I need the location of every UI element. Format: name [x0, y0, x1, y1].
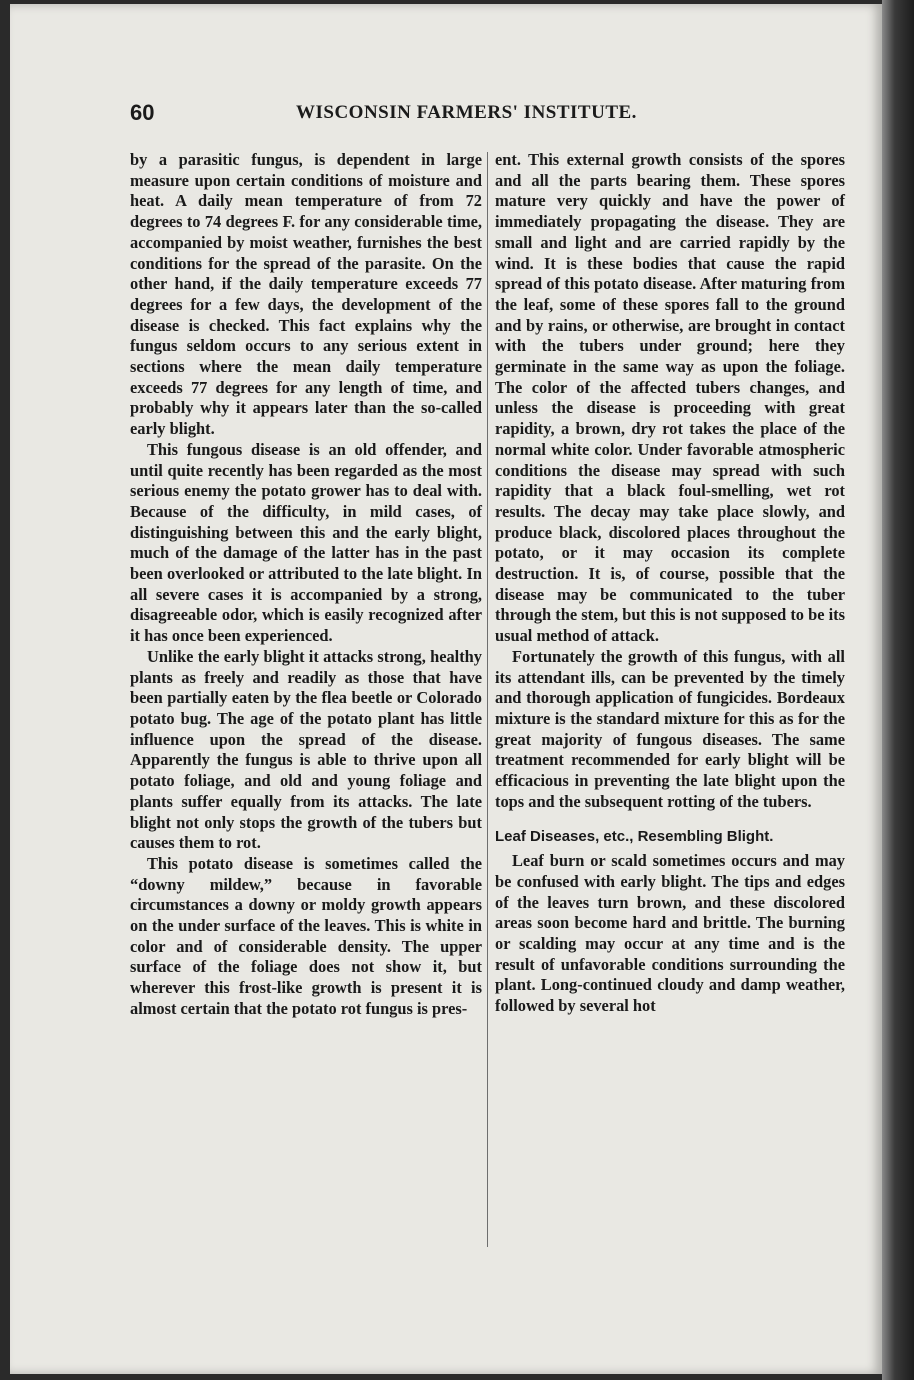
- left-paragraph-2: This fungous disease is an old offender, and until quite recently has been regarded as the most serious enemy the potato grower has to deal with. Because of the difficulty, in mild cases, of distinguishing between this and the early blight, much of the damage of the latter has in the past been overlooked or attributed to the late blight. In all severe cases it is accompanied by a strong, disagreeable odor, which is easily recognized after it has once been experienced.: [130, 439, 482, 646]
- page-number: 60: [130, 100, 155, 125]
- column-divider: [487, 152, 488, 1247]
- section-heading: Leaf Diseases, etc., Resembling Blight.: [495, 827, 774, 845]
- right-paragraph-3: Leaf burn or scald sometimes occurs and may be confused with early blight. The tips and edges of the leaves turn brown, and these discolored areas soon become hard and brittle. The burning or scalding may occur at any time and is the result of unfavorable conditions surrounding the plant. Long-continued cloudy and damp weather, followed by several hot: [495, 851, 845, 1016]
- page-edge-shadow: [882, 0, 914, 1380]
- running-head: WISCONSIN FARMERS' INSTITUTE.: [296, 102, 637, 123]
- right-column: [495, 150, 845, 1017]
- left-paragraph-1: by a parasitic fungus, is dependent in large measure upon certain conditions of moisture and heat. A daily mean temperature of from 72 degrees to 74 degrees F. for any considerable time, accompanied by moist weather, furnishes the best conditions for the spread of the parasite. On the other hand, if the daily temperature exceeds 77 degrees for a few days, the development of the disease is checked. This fact explains why the fungus seldom occurs to any serious extent in sections where the mean daily temperature exceeds 77 degrees for any length of time, and probably why it appears later than the so-called early blight.: [130, 150, 482, 439]
- right-paragraph-1: ent. This external growth consists of the spores and all the parts bearing them. These spores mature very quickly and have the power of immediately propagating the disease. They are small and light and are carried rapidly by the wind. It is these bodies that cause the rapid spread of this potato disease. After maturing from the leaf, some of these spores fall to the ground and by rains, or otherwise, are brought in contact with the tubers under ground; here they germinate in the same way as upon the foliage. The color of the affected tubers changes, and unless the disease is proceeding with great rapidity, a brown, dry rot takes the place of the normal white color. Under favorable atmospheric conditions the disease may spread with such rapidity that a black foul-smelling, wet rot results. The decay may take place slowly, and produce black, discolored places throughout the potato, or it may occasion its complete destruction. It is, of course, possible that the disease may be communicated to the tuber through the stem, but this is not supposed to be its usual method of attack.: [495, 150, 845, 646]
- left-paragraph-3: Unlike the early blight it attacks strong, healthy plants as freely and readily as those that have been partially eaten by the flea beetle or Colorado potato bug. The age of the potato plant has little influence upon the spread of the disease. Apparently the fungus is able to thrive upon all potato foliage, and old and young foliage and plants suffer equally from its attacks. The late blight not only stops the growth of the tubers but causes them to rot.: [130, 646, 482, 853]
- page-header: [120, 100, 680, 130]
- left-column: [130, 150, 482, 1020]
- right-paragraph-2: Fortunately the growth of this fungus, with all its attendant ills, can be prevented by the timely and thorough application of fungicides. Bordeaux mixture is the standard mixture for this as for the great majority of fungous diseases. The same treatment recommended for early blight will be efficacious in preventing the late blight upon the tops and the subsequent rotting of the tubers.: [495, 646, 845, 811]
- left-paragraph-4: This potato disease is sometimes called the “downy mildew,” because in favorable circumstances a downy or moldy growth appears on the under surface of the leaves. This is white in color and of considerable density. The upper surface of the foliage does not show it, but wherever this frost-like growth is present it is almost certain that the potato rot fungus is pres-: [130, 853, 482, 1018]
